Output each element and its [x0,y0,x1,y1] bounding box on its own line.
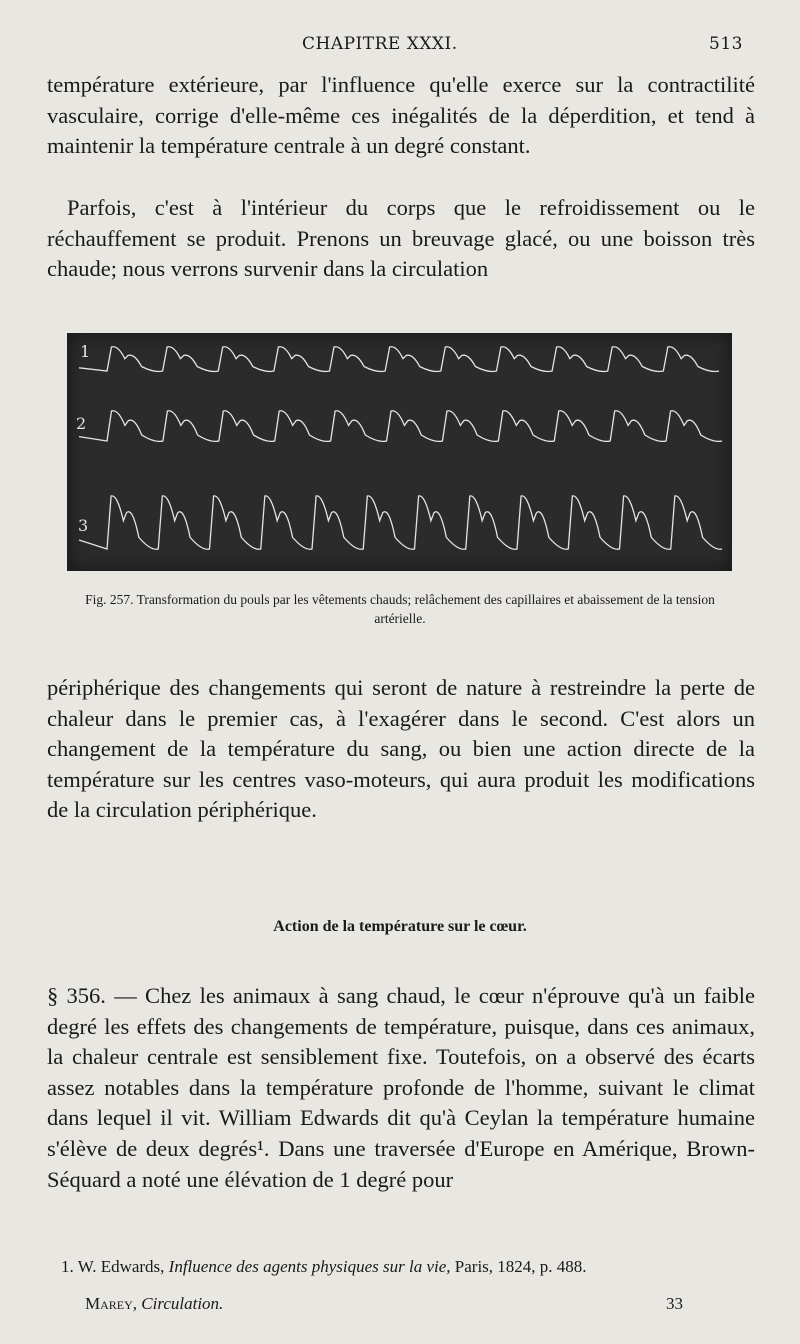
page-footer [0,1292,800,1314]
footnote-title: Influence des agents physiques sur la vie, [168,1257,451,1276]
footer-work: Circulation. [141,1294,224,1313]
paragraph-2: Parfois, c'est à l'intérieur du corps que le refroidissement ou le réchauffement se produit. Prenons un breuvage glacé, ou une boisson très chaude; nous verrons survenir dans la circulation [47,195,755,282]
footnote-marker: 1. [61,1257,74,1276]
figure-caption [60,590,740,628]
pulse-tracing-figure [67,333,732,571]
trace-label-3: 3 [78,516,89,535]
paragraph-3: périphérique des changements qui seront de nature à restreindre la perte de chaleur dans le premier cas, à l'exagérer dans le second. C'est alors un changement de la température du sang, ou bien une action directe de la température sur les centres vaso-moteurs, qui aura produit les modifications de la circulation périphérique. [47,675,755,823]
pulse-trace-3 [79,496,722,549]
trace-label-1: 1 [80,342,91,361]
pulse-trace-2 [79,411,722,442]
page-header [0,34,800,60]
paragraph-4: § 356. — Chez les animaux à sang chaud, le cœur n'éprouve qu'à un faible degré les effets des changements de température, puisque, dans ces animaux, la chaleur centrale est sensiblement fixe. Toutefois, on a observé des écarts assez notables dans la température profonde de l'homme, suivant le climat dans lequel il vit. William Edwards dit qu'à Ceylan la température humaine s'élève de deux degrés¹. Dans une traversée d'Europe en Amérique, Brown-Séquard a noté une élévation de 1 degré pour [47,983,755,1192]
section-heading: Action de la température sur le cœur. [273,918,527,935]
sheet-signature: 33 [666,1294,683,1313]
footnote-author: W. Edwards, [77,1257,165,1276]
trace-label-2: 2 [76,414,87,433]
pulse-trace-1 [79,347,719,372]
pulse-tracing-image [67,333,732,571]
figure-caption-label: Fig. 257. [85,592,134,607]
footer-credit [85,1294,223,1314]
paragraph-1: température extérieure, par l'influence qu'elle exerce sur la contractilité vasculaire, corrige d'elle-même ces inégalités de la déperdition, et tend à maintenir la température centrale à un degré constant. [47,72,755,159]
running-title: CHAPITRE XXXI. [302,34,458,54]
footnote-rest: Paris, 1824, p. 488. [454,1257,587,1276]
footnote [47,1256,755,1278]
footer-author: Marey, [85,1294,138,1313]
figure-caption-text: Transformation du pouls par les vêtements chauds; relâchement des capillaires et abaissement de la tension artérielle. [136,592,715,626]
page-number: 513 [709,34,743,54]
